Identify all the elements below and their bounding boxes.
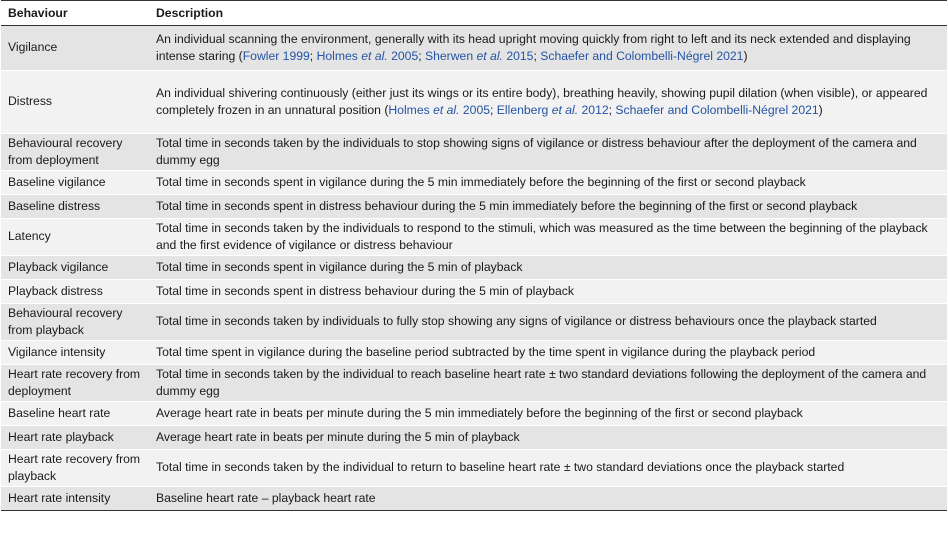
table-row	[1, 487, 947, 511]
table-row	[1, 219, 947, 256]
table-header-row	[1, 1, 947, 26]
behaviour-cell: Vigilance intensity	[1, 341, 149, 365]
table-row	[1, 402, 947, 426]
header-behaviour: Behaviour	[1, 1, 149, 26]
behaviour-cell: Heart rate intensity	[1, 487, 149, 511]
behaviour-cell: Behavioural recovery from deployment	[1, 134, 149, 171]
table-row	[1, 365, 947, 402]
table-row	[1, 26, 947, 71]
behaviour-cell: Latency	[1, 219, 149, 256]
citation-link[interactable]: Holmes et al. 2005	[316, 49, 419, 63]
table-row	[1, 134, 947, 171]
description-cell: Total time in seconds spent in vigilance during the 5 min immediately before the beginning of the first or second playback	[149, 171, 947, 195]
behaviour-cell: Baseline heart rate	[1, 402, 149, 426]
behaviour-cell: Playback vigilance	[1, 256, 149, 280]
behaviour-cell: Baseline distress	[1, 195, 149, 219]
table-row	[1, 280, 947, 304]
behaviour-cell: Baseline vigilance	[1, 171, 149, 195]
header-description: Description	[149, 1, 947, 26]
behaviour-cell: Behavioural recovery from playback	[1, 304, 149, 341]
citation-link[interactable]: Schaefer and Colombelli-Négrel 2021	[615, 103, 819, 117]
table-row	[1, 195, 947, 219]
table-row	[1, 450, 947, 487]
citation-link[interactable]: Ellenberg et al. 2012	[496, 103, 609, 117]
behaviour-cell: Distress	[1, 71, 149, 134]
description-cell: Total time in seconds taken by the individuals to stop showing signs of vigilance or distress behaviour after the deployment of the camera and dummy egg	[149, 134, 947, 171]
description-cell: Total time spent in vigilance during the baseline period subtracted by the time spent in vigilance during the playback period	[149, 341, 947, 365]
description-cell: Total time in seconds spent in vigilance during the 5 min of playback	[149, 256, 947, 280]
behaviour-table	[1, 0, 947, 511]
description-cell: Total time in seconds taken by the individual to reach baseline heart rate ± two standard deviations following the deployment of the camera and dummy egg	[149, 365, 947, 402]
table-row	[1, 256, 947, 280]
table-row	[1, 304, 947, 341]
table-row	[1, 341, 947, 365]
description-cell: Baseline heart rate – playback heart rate	[149, 487, 947, 511]
description-cell: Average heart rate in beats per minute during the 5 min of playback	[149, 426, 947, 450]
description-cell: Average heart rate in beats per minute during the 5 min immediately before the beginning of the first or second playback	[149, 402, 947, 426]
description-cell: Total time in seconds spent in distress behaviour during the 5 min of playback	[149, 280, 947, 304]
table-row	[1, 426, 947, 450]
description-cell: Total time in seconds taken by the individuals to respond to the stimuli, which was measured as the time between the beginning of the playback and the first evidence of vigilance or distress behaviour	[149, 219, 947, 256]
description-cell: Total time in seconds taken by individuals to fully stop showing any signs of vigilance or distress behaviours once the playback started	[149, 304, 947, 341]
description-cell: Total time in seconds spent in distress behaviour during the 5 min immediately before the beginning of the first or second playback	[149, 195, 947, 219]
behaviour-cell: Heart rate playback	[1, 426, 149, 450]
table-row	[1, 171, 947, 195]
citation-link[interactable]: Fowler 1999	[242, 49, 310, 63]
behaviour-cell: Heart rate recovery from playback	[1, 450, 149, 487]
citation-link[interactable]: Schaefer and Colombelli-Négrel 2021	[540, 49, 744, 63]
description-cell: An individual shivering continuously (either just its wings or its entire body), breathing heavily, showing pupil dilation (when visible), or appeared completely frozen in an unnatural position (Holmes et al. 2005; Ellenberg et al. 2012; Schaefer and Colombelli-Négrel 2021)	[149, 71, 947, 134]
citation-link[interactable]: Holmes et al. 2005	[388, 103, 491, 117]
citation-link[interactable]: Sherwen et al. 2015	[425, 49, 534, 63]
behaviour-cell: Heart rate recovery from deployment	[1, 365, 149, 402]
description-cell: An individual scanning the environment, generally with its head upright moving quickly from right to left and its neck extended and displaying intense staring (Fowler 1999; Holmes et al. 2005; Sherwen et al. 2015; Schaefer and Colombelli-Négrel 2021)	[149, 26, 947, 71]
behaviour-cell: Playback distress	[1, 280, 149, 304]
table-row	[1, 71, 947, 134]
behaviour-cell: Vigilance	[1, 26, 149, 71]
description-cell: Total time in seconds taken by the individual to return to baseline heart rate ± two standard deviations once the playback started	[149, 450, 947, 487]
